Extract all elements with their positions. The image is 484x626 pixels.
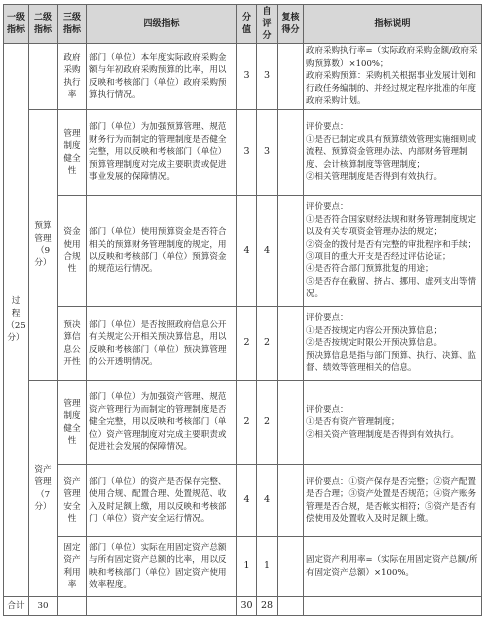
review-score-cell bbox=[278, 381, 304, 465]
score-cell: 2 bbox=[237, 307, 257, 381]
level4-cell: 部门（单位）为加强预算管理、规范财务行为而制定的管理制度是否健全完整，用以反映和考核部门（单位）预算管理制度对完成主要职责或促进事业发展的保障情况。 bbox=[87, 110, 237, 196]
score-cell: 4 bbox=[237, 196, 257, 307]
review-score-cell bbox=[278, 465, 304, 537]
total-score: 30 bbox=[237, 597, 257, 616]
self-score-cell: 2 bbox=[257, 307, 278, 381]
self-score-cell: 1 bbox=[257, 537, 278, 597]
description-cell: 固定资产利用率=（实际在用固定资产总额/所有固定资产总额）×100%。 bbox=[304, 537, 482, 597]
review-score-cell bbox=[278, 307, 304, 381]
table-row bbox=[4, 537, 482, 597]
score-cell: 3 bbox=[237, 44, 257, 110]
total-level2-score: 30 bbox=[29, 597, 58, 616]
total-self-score: 28 bbox=[257, 597, 278, 616]
level4-cell: 部门（单位）的资产是否保存完整、使用合规、配置合理、处置规范、收入及时足额上缴，用以反映和考核部门（单位）资产安全运行情况。 bbox=[87, 465, 237, 537]
self-score-cell: 3 bbox=[257, 44, 278, 110]
total-empty bbox=[58, 597, 87, 616]
review-score-cell bbox=[278, 196, 304, 307]
header-self-score: 自评 分 bbox=[257, 5, 278, 44]
review-score-cell bbox=[278, 110, 304, 196]
level1-process: 过 程 （25 分） bbox=[4, 44, 29, 597]
level2-empty bbox=[29, 44, 58, 110]
level4-cell: 部门（单位）实际在用固定资产总额与所有固定资产总额的比率，用以反映和考核部门（单位）固定资产使用效率程度。 bbox=[87, 537, 237, 597]
level3-cell: 政府 采购 执行 率 bbox=[58, 44, 87, 110]
score-cell: 4 bbox=[237, 465, 257, 537]
description-cell: 评价要点： ①是否按规定内容公开预决算信息； ②是否按规定时限公开预决算信息。 预决算信息是指与部门预算、执行、决算、监督、绩效等管理相关的信息。 bbox=[304, 307, 482, 381]
level2-asset: 资产 管理 （7 分） bbox=[29, 381, 58, 597]
description-cell: 评价要点： ①是否有资产管理制度； ②相关资产管理制度是否得到有效执行。 bbox=[304, 381, 482, 465]
header-description: 指标说明 bbox=[304, 5, 482, 44]
header-review-score: 复核 得分 bbox=[278, 5, 304, 44]
level4-cell: 部门（单位）本年度实际政府采购金额与年初政府采购预算的比率，用以反映和考核部门（单位）政府采购预算执行情况。 bbox=[87, 44, 237, 110]
description-cell: 评价要点： ①是否已制定或具有预算绩效管理实施细则或流程、预算资金管理办法、内部财务管理制度、会计核算制度等管理制度； ②相关管理制度是否得到有效执行。 bbox=[304, 110, 482, 196]
description-cell: 评价要点：①资产保存是否完整；②资产配置是否合理；③资产处置是否规范；④资产账务管理是否合规，是否帐实相符；⑤资产是否有偿使用及处置收入及时足额上缴。 bbox=[304, 465, 482, 537]
evaluation-table bbox=[3, 4, 482, 616]
total-review-score bbox=[278, 597, 304, 616]
total-empty bbox=[304, 597, 482, 616]
self-score-cell: 4 bbox=[257, 196, 278, 307]
self-score-cell: 3 bbox=[257, 110, 278, 196]
total-label: 合计 bbox=[4, 597, 29, 616]
description-cell: 评价要点： ①是否符合国家财经法规和财务管理制度规定以及有关专项资金管理办法的规定； ②资金的拨付是否有完整的审批程序和手续； ③项目的重大开支是否经过评估论证； ④是否符合部门预算批复的用途； ⑤是否存在截留、挤占、挪用、虚列支出等情况。 bbox=[304, 196, 482, 307]
description-cell: 政府采购执行率=（实际政府采购金额/政府采购预算数）×100%； 政府采购预算：采购机关根据事业发展计划和行政任务编制的、并经过规定程序批准的年度政府采购计划。 bbox=[304, 44, 482, 110]
level4-cell: 部门（单位）是否按照政府信息公开有关规定公开相关预决算信息，用以反映和考核部门（单位）预决算管理的公开透明情况。 bbox=[87, 307, 237, 381]
level3-cell: 资金 使用 合规 性 bbox=[58, 196, 87, 307]
level3-cell: 预决 算信 息公 开性 bbox=[58, 307, 87, 381]
self-score-cell: 2 bbox=[257, 381, 278, 465]
table-row bbox=[4, 307, 482, 381]
level3-cell: 固定 资产 利用 率 bbox=[58, 537, 87, 597]
header-level4: 四级指标 bbox=[87, 5, 237, 44]
level3-cell: 管理 制度 健全 性 bbox=[58, 381, 87, 465]
level4-cell: 部门（单位）为加强资产管理、规范资产管理行为而制定的管理制度是否健全完整，用以反映和考核部门（单位）资产管理制度对完成主要职责或促进社会发展的保障情况。 bbox=[87, 381, 237, 465]
header-score: 分 值 bbox=[237, 5, 257, 44]
score-cell: 2 bbox=[237, 381, 257, 465]
level3-cell: 管理 制度 健全 性 bbox=[58, 110, 87, 196]
score-cell: 1 bbox=[237, 537, 257, 597]
review-score-cell bbox=[278, 44, 304, 110]
level3-cell: 资产 管理 安全 性 bbox=[58, 465, 87, 537]
score-cell: 3 bbox=[237, 110, 257, 196]
header-level2: 二级 指标 bbox=[29, 5, 58, 44]
table-row bbox=[4, 196, 482, 307]
header-level3: 三级 指标 bbox=[58, 5, 87, 44]
total-empty bbox=[87, 597, 237, 616]
table-row bbox=[4, 465, 482, 537]
table-row bbox=[4, 110, 482, 196]
level2-budget: 预算 管理 （9 分） bbox=[29, 110, 58, 381]
self-score-cell: 4 bbox=[257, 465, 278, 537]
level4-cell: 部门（单位）使用预算资金是否符合相关的预算财务管理制度的规定，用以反映和考核部门（单位）预算资金的规范运行情况。 bbox=[87, 196, 237, 307]
table-row bbox=[4, 381, 482, 465]
header-row bbox=[4, 5, 482, 44]
review-score-cell bbox=[278, 537, 304, 597]
table-row bbox=[4, 44, 482, 110]
total-row bbox=[4, 597, 482, 616]
header-level1: 一级 指标 bbox=[4, 5, 29, 44]
